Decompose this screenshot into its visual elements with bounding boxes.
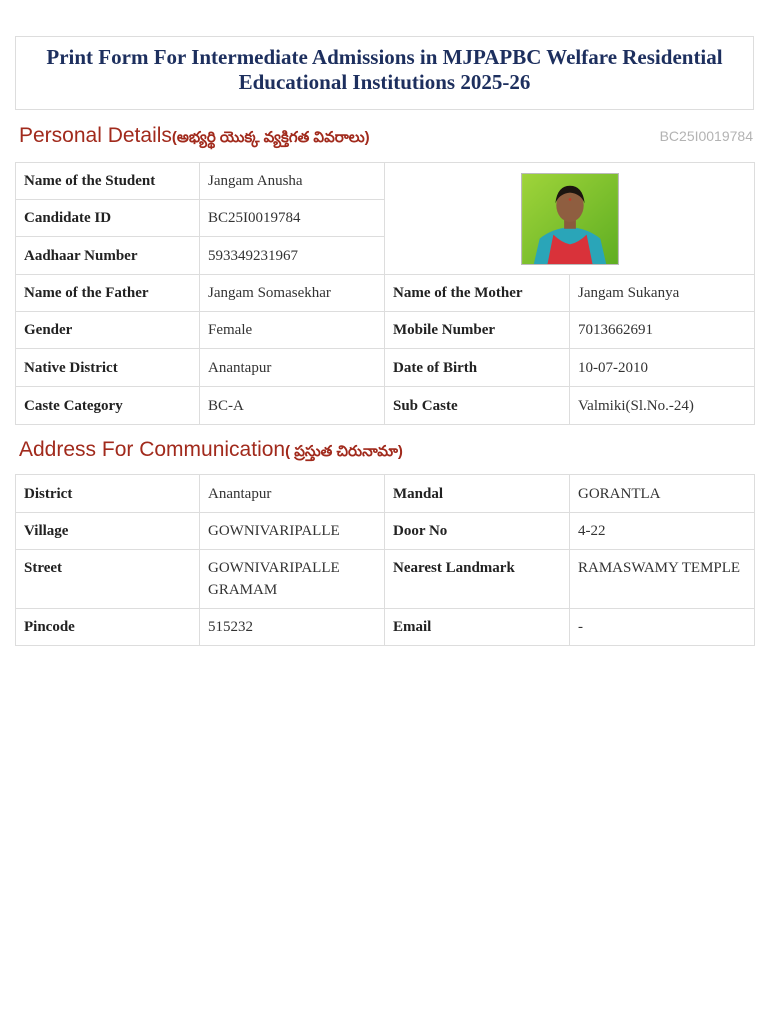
dob-label: Date of Birth — [385, 349, 570, 387]
table-row — [16, 387, 755, 425]
gender-value: Female — [200, 312, 385, 349]
page-title: Print Form For Intermediate Admissions in MJPAPBC Welfare Residential Educational Institutions 2025-26 — [46, 45, 723, 94]
personal-details-heading-telugu: (అభ్యర్థి యొక్క వ్యక్తిగత వివరాలు) — [171, 129, 370, 146]
door-no-label: Door No — [385, 513, 570, 550]
email-value: - — [570, 609, 755, 646]
address-heading-telugu: ( ప్రస్తుత చిరునామా) — [285, 443, 403, 460]
mobile-value: 7013662691 — [570, 312, 755, 349]
mobile-label: Mobile Number — [385, 312, 570, 349]
table-row — [16, 550, 755, 609]
village-label: Village — [16, 513, 200, 550]
candidate-id-value: BC25I0019784 — [200, 200, 385, 237]
sub-caste-value: Valmiki(Sl.No.-24) — [570, 387, 755, 425]
personal-details-table — [15, 162, 755, 425]
caste-category-value: BC-A — [200, 387, 385, 425]
address-heading — [19, 438, 403, 464]
photo-cell — [385, 163, 755, 275]
gender-label: Gender — [16, 312, 200, 349]
mandal-label: Mandal — [385, 475, 570, 513]
sub-caste-label: Sub Caste — [385, 387, 570, 425]
address-table — [15, 474, 755, 646]
student-name-label: Name of the Student — [16, 163, 200, 200]
landmark-label: Nearest Landmark — [385, 550, 570, 609]
form-title-box — [15, 36, 754, 110]
table-row — [16, 275, 755, 312]
native-district-value: Anantapur — [200, 349, 385, 387]
caste-category-label: Caste Category — [16, 387, 200, 425]
aadhaar-value: 593349231967 — [200, 237, 385, 275]
address-district-label: District — [16, 475, 200, 513]
student-photo — [521, 173, 619, 265]
aadhaar-label: Aadhaar Number — [16, 237, 200, 275]
table-row — [16, 163, 755, 200]
native-district-label: Native District — [16, 349, 200, 387]
landmark-value: RAMASWAMY TEMPLE — [570, 550, 755, 609]
candidate-id-label: Candidate ID — [16, 200, 200, 237]
table-row — [16, 349, 755, 387]
email-label: Email — [385, 609, 570, 646]
mother-name-label: Name of the Mother — [385, 275, 570, 312]
door-no-value: 4-22 — [570, 513, 755, 550]
pincode-label: Pincode — [16, 609, 200, 646]
table-row — [16, 513, 755, 550]
address-district-value: Anantapur — [200, 475, 385, 513]
personal-details-heading-text: Personal Details — [19, 124, 172, 147]
street-label: Street — [16, 550, 200, 609]
dob-value: 10-07-2010 — [570, 349, 755, 387]
address-heading-text: Address For Communication — [19, 438, 286, 461]
candidate-id-corner: BC25I0019784 — [659, 128, 753, 144]
table-row — [16, 312, 755, 349]
father-name-label: Name of the Father — [16, 275, 200, 312]
table-row — [16, 609, 755, 646]
pincode-value: 515232 — [200, 609, 385, 646]
mandal-value: GORANTLA — [570, 475, 755, 513]
personal-details-heading — [19, 124, 370, 150]
table-row — [16, 475, 755, 513]
village-value: GOWNIVARIPALLE — [200, 513, 385, 550]
street-value: GOWNIVARIPALLE GRAMAM — [200, 550, 385, 609]
mother-name-value: Jangam Sukanya — [570, 275, 755, 312]
father-name-value: Jangam Somasekhar — [200, 275, 385, 312]
student-name-value: Jangam Anusha — [200, 163, 385, 200]
